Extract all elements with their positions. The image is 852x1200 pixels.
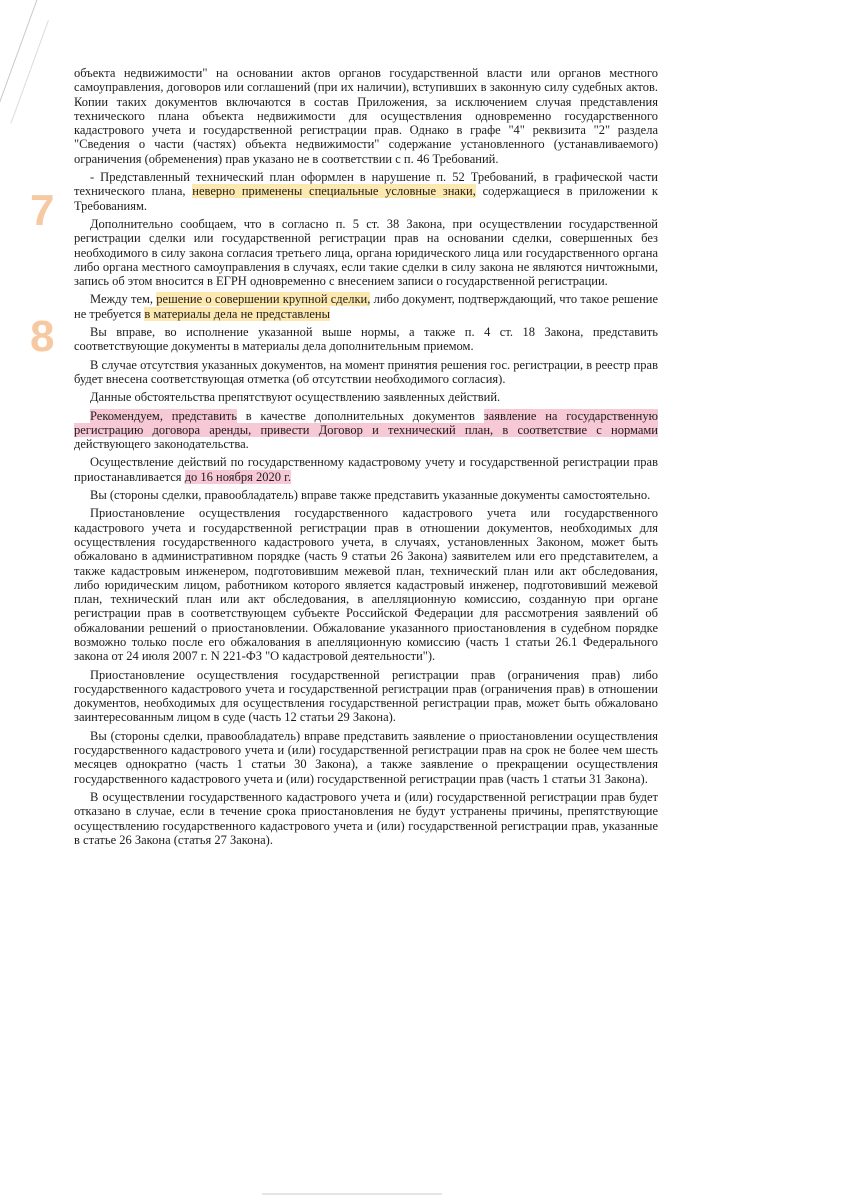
p4-text-b: либо документ, подтверждающий, что такое решение не требуется xyxy=(74,292,659,321)
section-marker-7: 7 xyxy=(30,186,55,235)
p4-text-a: Между тем, xyxy=(90,292,157,307)
scan-artifact-line xyxy=(10,20,49,124)
paragraph-4 xyxy=(74,292,658,321)
p2-text-b: содержащиеся в приложении к Требованиям. xyxy=(74,184,658,213)
p9-text-a: Осуществление действий по государственному кадастровому учету и государственной регистрации прав приостанавливается xyxy=(74,455,658,484)
paragraph-5: Вы вправе, во исполнение указанной выше нормы, а также п. 4 ст. 18 Закона, представить соответствующие документы в материалы дела дополнительным приемом. xyxy=(74,325,658,354)
paragraph-13: Вы (стороны сделки, правообладатель) вправе представить заявление о приостановлении осуществления государственного кадастрового учета и (или) государственной регистрации прав на срок не более чем шесть месяцев однократно (часть 1 статьи 30 Закона), а также заявление о прекращении осуществления государственного кадастрового учета и (или) государственной регистрации прав (часть 1 статьи 31 Закона). xyxy=(74,728,658,786)
paragraph-11: Приостановление осуществления государственного кадастрового учета или государственного кадастрового учета и государственной регистрации прав в отношении документов, необходимых для осуществления государственного кадастрового учета, в случаях, установленных Законом, может быть обжаловано в административном порядке (часть 9 статьи 26 Закона) заявителем или его представителем, а также кадастровым инженером, подготовившим межевой план, технический план или акт обследования, либо юридическим лицом, работником которого является кадастровый инженер, подготовивший межевой план, технический план или акт обследования, в апелляционную комиссию, созданную при органе регистрации прав в соответствующем субъекте Российской Федерации для рассмотрения заявлений об обжаловании решений о приостановлении. Обжалование указанного приостановления в судебном порядке возможно только после его обжалования в апелляционную комиссию (часть 1 статьи 26.1 Федерального закона от 24 июля 2007 г. N 221-ФЗ "О кадастровой деятельности"). xyxy=(74,506,658,664)
highlight-major-deal: решение о совершении крупной сделки, xyxy=(156,292,371,307)
scan-footer-artifact xyxy=(262,1193,442,1195)
scan-artifact-line xyxy=(0,0,41,150)
highlight-application: заявление на государственную регистрацию договора аренды, привести Договор и технический план, в соответствие с нормами xyxy=(74,408,658,437)
paragraph-12: Приостановление осуществления государственной регистрации прав (ограничения прав) либо государственного кадастрового учета и государственной регистрации прав (ограничения прав) в отношении документов, необходимых для осуществления государственной регистрации прав, может быть обжаловано заинтересованным лицом в суде (часть 12 статьи 29 Закона). xyxy=(74,667,658,725)
section-marker-8: 8 xyxy=(30,312,55,361)
paragraph-1: объекта недвижимости" на основании актов органов государственной власти или органов местного самоуправления, договоров или соглашений (при их наличии), вступивших в законную силу судебных актов. Копии таких документов включаются в состав Приложения, за исключением случая представления технического плана объекта недвижимости для осуществления одновременно государственного кадастрового учета и государственной регистрации прав. Однако в графе "4" реквизита "2" раздела "Сведения о части (частях) объекта недвижимости" содержание установленного (устанавливаемого) ограничения (обременения) прав указано не в соответствии с п. 46 Требований. xyxy=(74,66,658,166)
document-body xyxy=(74,66,658,847)
highlight-deadline: до 16 ноября 2020 г. xyxy=(184,469,291,484)
highlight-recommend: Рекомендуем, представить xyxy=(90,408,237,423)
paragraph-3: Дополнительно сообщаем, что в согласно п. 5 ст. 38 Закона, при осуществлении государственной регистрации сделки или государственной регистрации прав на основании сделки, совершенных без необходимого в силу закона согласия третьего лица, органа юридического лица или государственного органа либо органа местного самоуправления в случаях, если такие сделки в силу закона не являются ничтожными, запись об этом вносится в ЕГРН одновременно с внесением записи о государственной регистрации. xyxy=(74,216,658,289)
highlight-symbols: неверно применены специальные условные знаки, xyxy=(192,184,476,199)
paragraph-14: В осуществлении государственного кадастрового учета и (или) государственной регистрации прав будет отказано в случае, если в течение срока приостановления не будут устранены причины, препятствующие осуществлению государственного кадастрового учета и (или) государственной регистрации прав, указанные в статье 26 Закона (статья 27 Закона). xyxy=(74,789,658,847)
p8-text-b: действующего законодательства. xyxy=(74,437,249,452)
paragraph-2 xyxy=(74,170,658,213)
paragraph-10: Вы (стороны сделки, правообладатель) вправе также представить указанные документы самостоятельно. xyxy=(90,488,651,503)
p2-text-a: - Представленный технический план оформлен в нарушение п. 52 Требований, в графической части технического плана, xyxy=(74,170,658,199)
highlight-not-provided: в материалы дела не представлены xyxy=(144,306,330,321)
paragraph-6: В случае отсутствия указанных документов, на момент принятия решения гос. регистрации, в реестр прав будет внесена соответствующая отметка (об отсутствии необходимого согласия). xyxy=(74,357,658,386)
paragraph-8 xyxy=(74,409,658,452)
paragraph-9 xyxy=(74,455,658,484)
paragraph-7: Данные обстоятельства препятствуют осуществлению заявленных действий. xyxy=(90,390,501,405)
p8-text-a: в качестве дополнительных документов xyxy=(236,408,484,423)
